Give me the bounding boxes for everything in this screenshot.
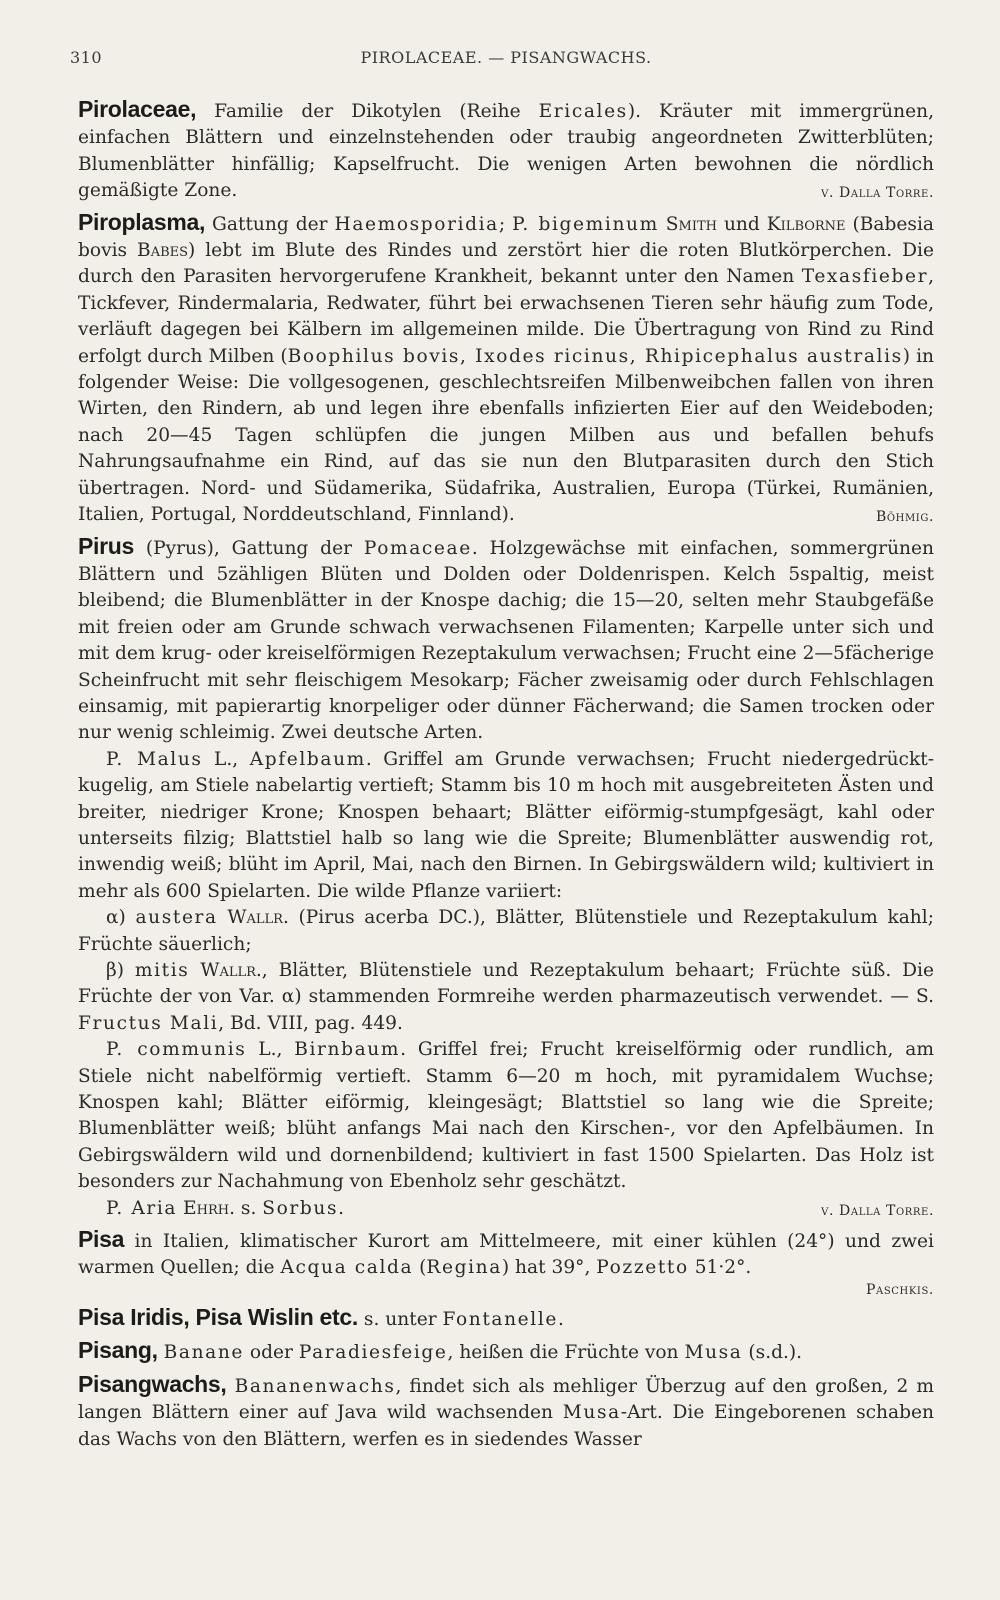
entry-pisa-iridis	[78, 1304, 934, 1333]
headword: Pirolaceae,	[78, 96, 197, 122]
variety-alpha: α) austera Wallr. (Pirus acerba DC.), Blätter, Blütenstiele und Rezeptakulum kahl; Früchte säuerlich;	[78, 907, 934, 955]
entry-paragraph: Pisang, Banane oder Paradiesfeige, heißen die Früchte von Musa (s.d.).	[78, 1337, 803, 1364]
species-paragraph-aria: P. Aria Ehrh. s. Sorbus. v. Dalla Torre.	[78, 1196, 934, 1222]
entry-pirus	[78, 533, 934, 1223]
page-number: 310	[70, 48, 103, 67]
entry-pisang	[78, 1337, 934, 1366]
headword: Pisangwachs,	[78, 1370, 227, 1397]
species-paragraph-communis: P. communis L., Birnbaum. Griffel frei; Frucht kreiselförmig oder rundlich, am Stiele nicht nabelförmig vertieft. Stamm 6—20 m hoch, mit pyramidalem Wuchse; Knospen kahl; Blätter eiförmig, kleingesägt; Blattstiel so lang wie die Spreite; Blumenblätter weiß; blüht anfangs Mai nach den Kirschen-, vor den Apfelbäumen. In Gebirgswäldern wild und dornenbildend; kultiviert in fast 1500 Spielarten. Das Holz ist besonders zur Nachahmung von Ebenholz sehr geschätzt.	[78, 1039, 934, 1193]
entry-paragraph: Piroplasma, Gattung der Haemosporidia; P. bigeminum Smith und Kilborne (Babesia bovis Babes) lebt im Blute des Rindes und zerstört hier die roten Blutkörperchen. Die durch den Parasiten hervorgerufene Krankheit, bekannt unter den Namen Texasfieber, Tickfever, Rindermalaria, Redwater, führt bei erwachsenen Tieren sehr häufig zum Tode, verläuft dagegen bei Kälbern im allgemeinen milde. Die Übertragung von Rind zu Rind erfolgt durch Milben (Boophilus bovis, Ixodes ricinus, Rhipicephalus australis) in folgender Weise: Die vollgesogenen, geschlechtsreifen Milbenweibchen fallen von ihren Wirten, den Rindern, ab und legen ihre ebenfalls infizierten Eier auf den Weideboden; nach 20—45 Tagen schlüpfen die jungen Milben aus und befallen behufs Nahrungsaufnahme ein Rind, auf das sie nun den Blutparasiten durch den Stich übertragen. Nord- und Südamerika, Südafrika, Australien, Europa (Türkei, Rumänien, Italien, Portugal, Norddeutschland, Finnland). Böhmig.	[78, 209, 934, 529]
entry-pirolaceae	[78, 96, 934, 205]
entry-pisa	[78, 1226, 934, 1300]
entry-paragraph: Pirolaceae, Familie der Dikotylen (Reihe Ericales). Kräuter mit immergrünen, einfachen Blättern und einzelnstehenden oder traubig angeordneten Zwitterblüten; Blumenblätter hinfällig; Kapselfrucht. Die wenigen Arten bewohnen die nördlich gemäßigte Zone. v. Dalla Torre.	[78, 96, 934, 205]
page-body	[78, 96, 934, 1453]
author-signature: Paschkis.	[866, 1281, 934, 1298]
headword: Piroplasma,	[78, 208, 206, 235]
author-signature: v. Dalla Torre.	[821, 185, 934, 202]
entry-pisangwachs	[78, 1371, 934, 1453]
headword: Pisa	[78, 1226, 125, 1253]
entry-paragraph: Pisa Iridis, Pisa Wislin etc. s. unter Fontanelle.	[78, 1303, 564, 1330]
entry-piroplasma	[78, 209, 934, 529]
entry-paragraph: Pisa in Italien, klimatischer Kurort am Mittelmeere, mit einer kühlen (24°) und zwei warmen Quellen; die Acqua calda (Regina) hat 39°, Pozzetto 51·2°.	[78, 1226, 934, 1279]
running-title: PIROLACEAE. — PISANGWACHS.	[360, 48, 652, 67]
entry-paragraph: Pirus (Pyrus), Gattung der Pomaceae. Holzgewächse mit einfachen, sommergrünen Blättern und 5zähligen Blüten und Dolden oder Doldenrispen. Kelch 5spaltig, meist bleibend; die Blumenblätter in der Knospe dachig; die 15—20, selten mehr Staubgefäße mit freien oder am Grunde schwach verwachsenen Filamenten; Karpelle unter sich und mit dem krug- oder kreiselförmigen Rezeptakulum verwachsen; Frucht eine 2—5fächerige Scheinfrucht mit sehr fleischigem Mesokarp; Fächer zweisamig oder durch Fehlschlagen einsamig, mit papierartig knorpeliger oder dünner Fächerwand; die Samen trocken oder nur wenig schleimig. Zwei deutsche Arten.	[78, 532, 934, 744]
author-signature: v. Dalla Torre.	[821, 1202, 934, 1219]
running-header	[70, 42, 934, 72]
species-paragraph-malus: P. Malus L., Apfelbaum. Griffel am Grunde verwachsen; Frucht niedergedrückt-kugelig, am Stiele nabelartig vertieft; Stamm bis 10 m hoch mit ausgebreiteten Ästen und breiter, niedriger Krone; Knospen behaart; Blätter eiförmig-stumpfgesägt, kahl oder unterseits filzig; Blattstiel halb so lang wie die Spreite; Blumenblätter auswendig rot, inwendig weiß; blüht im April, Mai, nach den Birnen. In Gebirgswäldern wild; kultiviert in mehr als 600 Spielarten. Die wilde Pflanze variiert:	[78, 748, 934, 902]
variety-beta: β) mitis Wallr., Blätter, Blütenstiele und Rezeptakulum behaart; Früchte süß. Die Früchte der von Var. α) stammenden Formreihe werden pharmazeutisch verwendet. — S. Fructus Mali, Bd. VIII, pag. 449.	[78, 960, 935, 1034]
headword: Pisa Iridis, Pisa Wislin etc.	[78, 1303, 358, 1330]
entry-paragraph: Pisangwachs, Bananenwachs, findet sich als mehliger Überzug auf den großen, 2 m langen Blättern einer auf Java wild wachsenden Musa-Art. Die Eingeborenen schaben das Wachs von den Blättern, werfen es in siedendes Wasser	[78, 1370, 934, 1450]
headword: Pisang,	[78, 1337, 158, 1364]
author-signature: Böhmig.	[875, 509, 934, 526]
headword: Pirus	[78, 532, 135, 559]
